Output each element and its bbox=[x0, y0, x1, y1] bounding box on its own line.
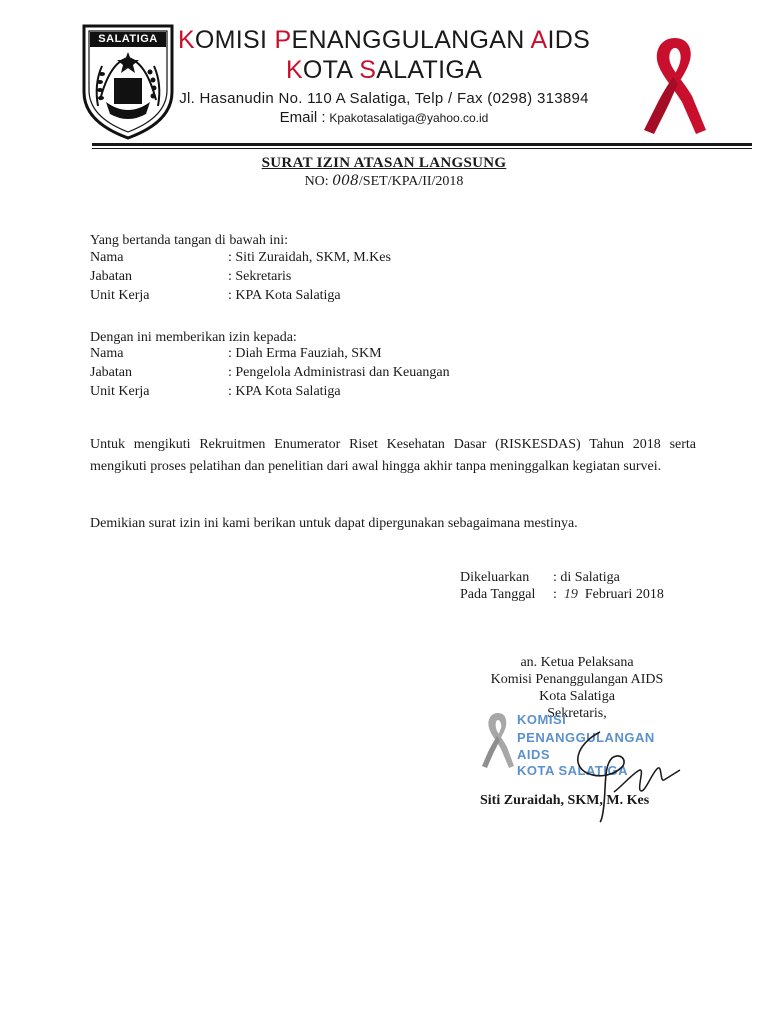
logo-label: SALATIGA bbox=[98, 33, 158, 45]
body-paragraph: Untuk mengikuti Rekruitmen Enumerator Riset Kesehatan Dasar (RISKESDAS) Tahun 2018 serta mengikuti proses pelatihan dan penelitian dari awal hingga akhir tanpa meninggalkan kegiatan survei. bbox=[90, 437, 696, 474]
org-name-initial: P bbox=[274, 26, 292, 54]
date-rest: Februari 2018 bbox=[584, 587, 664, 602]
issued-date-value bbox=[553, 585, 664, 604]
field-value: : Sekretaris bbox=[228, 269, 292, 284]
email-label: Email : bbox=[279, 109, 326, 126]
issued-place-label: Dikeluarkan bbox=[460, 570, 530, 585]
field-value: : Pengelola Administrasi dan Keuangan bbox=[228, 365, 450, 380]
org-name-text: OTA bbox=[302, 56, 360, 84]
field-value: : KPA Kota Salatiga bbox=[228, 288, 341, 303]
field-value: : KPA Kota Salatiga bbox=[228, 384, 341, 399]
field-value: : Siti Zuraidah, SKM, M.Kes bbox=[228, 250, 391, 265]
letter-number bbox=[0, 173, 768, 190]
org-name-initial: S bbox=[359, 56, 377, 84]
field-label: Unit Kerja bbox=[90, 288, 150, 303]
org-address: Jl. Hasanudin No. 110 A Salatiga, Telp / Fax (0298) 313894 bbox=[179, 90, 589, 107]
number-prefix: NO: bbox=[304, 174, 329, 189]
org-name-initial: K bbox=[285, 56, 303, 84]
intro-signer: Yang bertanda tangan di bawah ini: bbox=[90, 233, 289, 248]
stamp-line: KOMISI bbox=[517, 712, 567, 727]
red-ribbon-logo bbox=[640, 30, 710, 140]
stamp-ribbon-icon bbox=[480, 710, 516, 772]
email-value: Kpakotasalatiga@yahoo.co.id bbox=[329, 111, 489, 125]
number-suffix: /SET/KPA/II/2018 bbox=[358, 174, 464, 189]
org-name-initial: K bbox=[177, 26, 195, 54]
issued-place-value: : di Salatiga bbox=[553, 570, 620, 585]
date-colon: : bbox=[553, 587, 557, 602]
stamp-line: KOTA SALATIGA bbox=[517, 763, 628, 778]
date-handwritten-day: 19 bbox=[563, 587, 578, 602]
field-label: Nama bbox=[90, 250, 124, 265]
signature-line3: Kota Salatiga bbox=[539, 689, 615, 704]
stamp-line: PENANGGULANGAN bbox=[517, 730, 655, 745]
org-name-text: ENANGGULANGAN bbox=[291, 26, 531, 54]
intro-grantee: Dengan ini memberikan izin kepada: bbox=[90, 330, 297, 345]
field-value: : Diah Erma Fauziah, SKM bbox=[228, 346, 382, 361]
letter-title: SURAT IZIN ATASAN LANGSUNG bbox=[261, 155, 507, 171]
signature-line4: Sekretaris, bbox=[547, 706, 607, 721]
org-name-text: OMISI bbox=[194, 26, 275, 54]
org-name-initial: A bbox=[530, 26, 548, 54]
signature-line1: an. Ketua Pelaksana bbox=[520, 655, 634, 670]
signature-line2: Komisi Penanggulangan AIDS bbox=[490, 672, 664, 687]
signer-name: Siti Zuraidah, SKM, M. Kes bbox=[480, 793, 650, 808]
header-rule-thick bbox=[92, 143, 752, 146]
field-label: Nama bbox=[90, 346, 124, 361]
field-label: Jabatan bbox=[90, 269, 132, 284]
stamp-line: AIDS bbox=[517, 747, 551, 762]
org-name-text: IDS bbox=[547, 26, 591, 54]
org-name-text: ALATIGA bbox=[376, 56, 483, 84]
header-rule-thin bbox=[92, 148, 752, 149]
issued-date-label: Pada Tanggal bbox=[460, 587, 536, 602]
field-label: Unit Kerja bbox=[90, 384, 150, 399]
closing-paragraph: Demikian surat izin ini kami berikan untuk dapat dipergunakan sebagaimana mestinya. bbox=[90, 516, 578, 531]
number-handwritten: 008 bbox=[332, 173, 359, 189]
field-label: Jabatan bbox=[90, 365, 132, 380]
